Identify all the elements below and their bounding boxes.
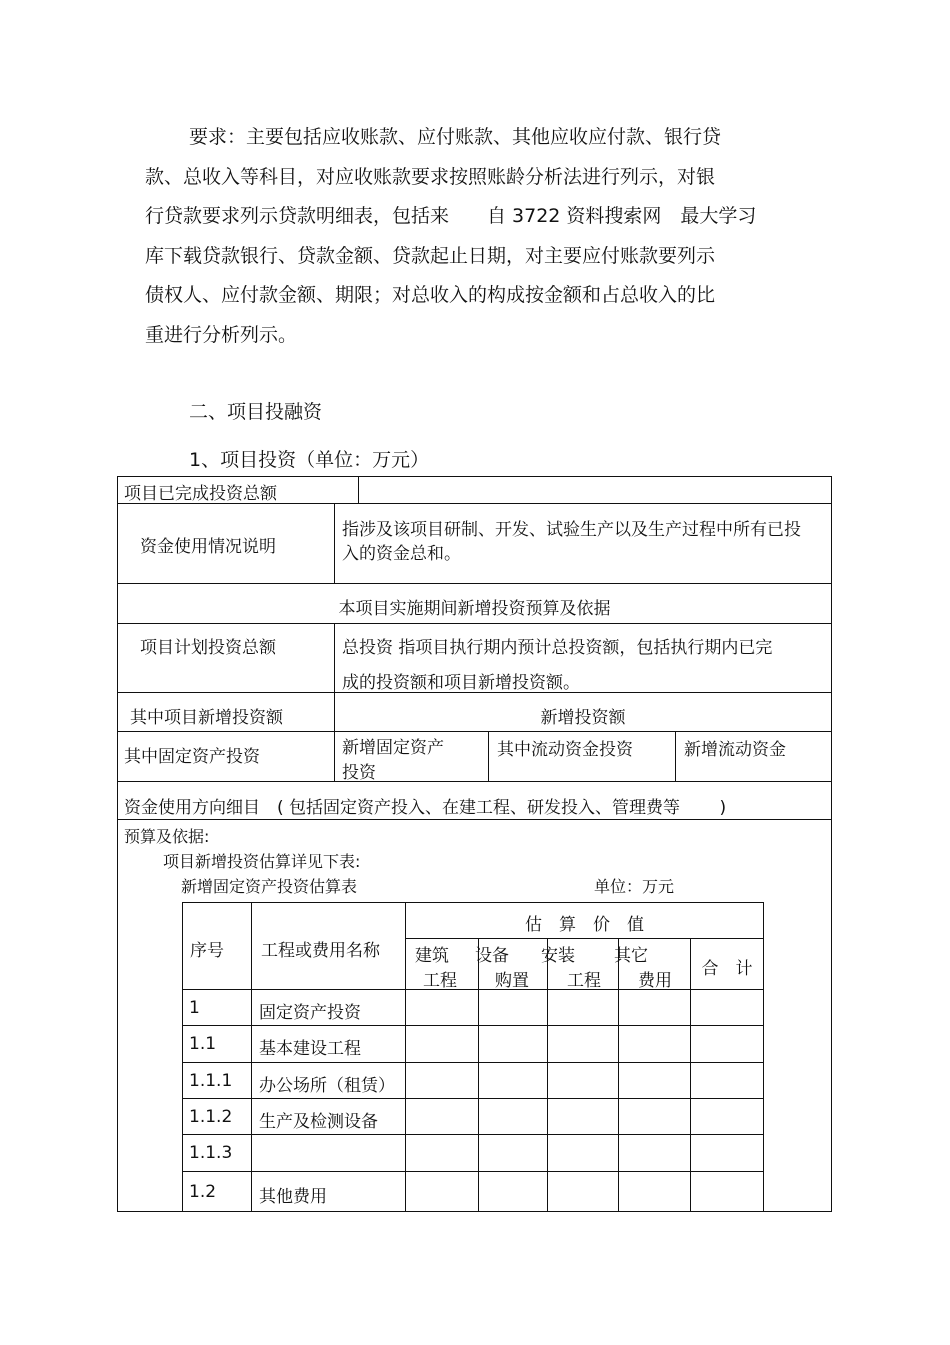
sub-header-top: 安装 bbox=[541, 946, 575, 966]
row-name: 基本建设工程 bbox=[259, 1039, 361, 1059]
completed-total-label: 项目已完成投资总额 bbox=[124, 484, 277, 504]
row-no: 1.1.1 bbox=[189, 1071, 233, 1091]
inner-col-divider bbox=[405, 902, 406, 1212]
inner-border-left bbox=[182, 902, 183, 1212]
inner-border-top bbox=[182, 902, 764, 903]
inner-row-divider bbox=[182, 1098, 764, 1099]
inner-col-divider bbox=[547, 938, 548, 1212]
row-divider bbox=[117, 583, 832, 584]
inner-row-divider bbox=[182, 1134, 764, 1135]
fixed-asset-value: 投资 bbox=[342, 763, 376, 783]
inner-row-divider bbox=[182, 1062, 764, 1063]
inner-col-divider bbox=[618, 938, 619, 1212]
row-divider bbox=[117, 731, 832, 732]
inner-border-right bbox=[763, 902, 764, 1212]
sub-header-top: 设备 bbox=[475, 946, 509, 966]
outer-border-right bbox=[831, 476, 832, 1212]
row-name: 其他费用 bbox=[259, 1187, 327, 1207]
col-divider bbox=[358, 476, 359, 504]
inner-row-divider bbox=[182, 1171, 764, 1172]
row-no: 1 bbox=[189, 998, 200, 1018]
basis-label: 预算及依据: bbox=[124, 827, 210, 846]
subsection-title: 1、项目投资（单位：万元） bbox=[189, 449, 430, 471]
requirements-line: 库下载贷款银行、贷款金额、贷款起止日期，对主要应付账款要列示 bbox=[145, 244, 716, 267]
requirements-line: 债权人、应付款金额、期限；对总收入的构成按金额和占总收入的比 bbox=[145, 284, 716, 306]
planned-total-text: 总投资 指项目执行期内预计总投资额，包括执行期内已完 bbox=[342, 638, 773, 658]
requirements-line: 重进行分析列示。 bbox=[145, 323, 298, 346]
requirements-line: 行贷款要求列示贷款明细表，包括来 自 3722 资料搜索网 最大学习 bbox=[145, 205, 757, 227]
outer-border-left bbox=[117, 476, 118, 1212]
direction-label: 资金使用方向细目 ( 包括固定资产投入、在建工程、研发投入、管理费等 ) bbox=[124, 798, 727, 818]
row-name: 固定资产投资 bbox=[259, 1003, 361, 1023]
row-no: 1.1 bbox=[189, 1034, 217, 1054]
outer-border-top bbox=[117, 476, 832, 477]
col-header-total: 合 计 bbox=[701, 959, 753, 979]
inner-row-divider bbox=[182, 989, 764, 990]
outer-border-bottom bbox=[117, 1211, 832, 1212]
working-capital-label: 其中流动资金投资 bbox=[497, 740, 633, 760]
row-name: 办公场所（租赁） bbox=[259, 1076, 395, 1096]
unit-label: 单位：万元 bbox=[594, 877, 675, 896]
row-no: 1.1.2 bbox=[189, 1107, 233, 1127]
requirements-line: 款、总收入等科目，对应收账款要求按照账龄分析法进行列示，对银 bbox=[145, 165, 716, 188]
fixed-asset-label: 其中固定资产投资 bbox=[124, 747, 260, 767]
estimate-title: 新增固定资产投资估算表 bbox=[181, 877, 358, 896]
sub-header-bottom: 购置 bbox=[495, 971, 529, 991]
funds-usage-text: 指涉及该项目研制、开发、试验生产以及生产过程中所有已投入的资金总和。 bbox=[342, 520, 801, 564]
funds-usage-label: 资金使用情况说明 bbox=[140, 537, 276, 557]
section-title: 二、项目投融资 bbox=[189, 401, 323, 423]
sub-header-bottom: 费用 bbox=[638, 971, 672, 991]
row-name: 生产及检测设备 bbox=[259, 1112, 378, 1132]
row-divider bbox=[117, 781, 832, 782]
fixed-asset-value: 新增固定资产 bbox=[342, 738, 444, 758]
sub-header-bottom: 工程 bbox=[567, 971, 601, 991]
budget-header: 本项目实施期间新增投资预算及依据 bbox=[338, 599, 611, 619]
inner-row-divider bbox=[405, 938, 764, 939]
sub-header-top: 建筑 bbox=[415, 946, 449, 966]
row-divider bbox=[117, 819, 832, 820]
inner-col-divider bbox=[251, 902, 252, 1212]
requirements-paragraph bbox=[145, 118, 810, 355]
sub-header-top: 其它 bbox=[614, 946, 648, 966]
col-header-name: 工程或费用名称 bbox=[261, 941, 380, 961]
working-capital-value: 新增流动资金 bbox=[684, 740, 786, 760]
inner-col-divider bbox=[478, 938, 479, 1212]
inner-col-divider bbox=[690, 938, 691, 1212]
col-header-no: 序号 bbox=[190, 941, 224, 961]
new-invest-value: 新增投资额 bbox=[540, 708, 626, 728]
col-divider bbox=[488, 731, 489, 782]
sub-header-bottom: 工程 bbox=[423, 971, 457, 991]
col-divider bbox=[675, 731, 676, 782]
inner-row-divider bbox=[182, 1025, 764, 1026]
row-no: 1.1.3 bbox=[189, 1143, 233, 1163]
row-no: 1.2 bbox=[189, 1182, 217, 1202]
basis-line: 项目新增投资估算详见下表: bbox=[163, 852, 361, 871]
estimate-header: 估 算 价 值 bbox=[525, 915, 644, 935]
requirements-line: 要求：主要包括应收账款、应付账款、其他应收应付款、银行贷 bbox=[189, 126, 722, 148]
row-divider bbox=[117, 623, 832, 624]
col-divider bbox=[334, 503, 335, 584]
new-invest-label: 其中项目新增投资额 bbox=[130, 708, 283, 728]
planned-total-label: 项目计划投资总额 bbox=[140, 638, 276, 658]
planned-total-text: 成的投资额和项目新增投资额。 bbox=[342, 673, 580, 693]
